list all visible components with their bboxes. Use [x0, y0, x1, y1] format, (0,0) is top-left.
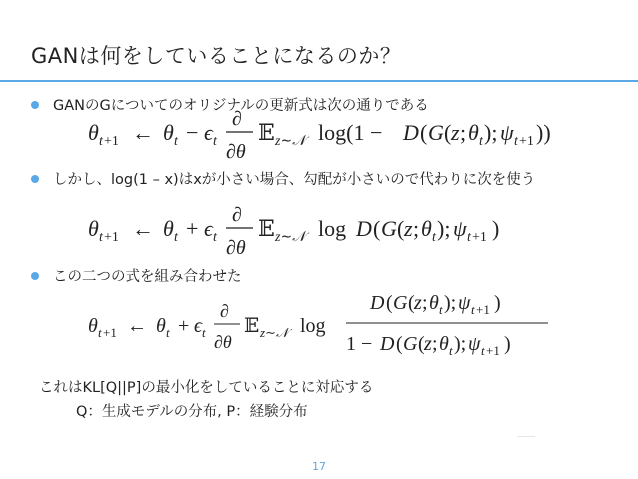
- svg-text:t: t: [213, 230, 217, 245]
- svg-text:∂θ: ∂θ: [214, 332, 232, 352]
- svg-text:t: t: [471, 302, 475, 317]
- svg-text:D: D: [380, 333, 395, 355]
- svg-text:θ: θ: [156, 315, 166, 337]
- svg-text:;: ;: [413, 216, 420, 241]
- svg-text:ϵ: ϵ: [204, 216, 213, 241]
- svg-text:z: z: [424, 333, 432, 355]
- svg-text:D: D: [370, 292, 385, 314]
- svg-text:(: (: [373, 216, 381, 241]
- svg-text:): ): [494, 292, 501, 314]
- svg-text:(: (: [386, 292, 393, 314]
- svg-text:D: D: [356, 216, 372, 241]
- svg-text:;: ;: [460, 120, 467, 145]
- svg-text:t: t: [166, 325, 170, 340]
- svg-text:t: t: [467, 230, 471, 245]
- svg-text:ψ: ψ: [453, 216, 467, 241]
- svg-text:z: z: [451, 120, 460, 145]
- svg-text:(: (: [408, 292, 415, 314]
- svg-text:log: log: [318, 216, 347, 241]
- bullet-1: [31, 94, 429, 115]
- bullet-1-text: GANのGについてのオリジナルの更新式は次の通りである: [53, 98, 429, 114]
- svg-text:∂θ: ∂θ: [226, 141, 246, 163]
- svg-text:);: );: [484, 120, 498, 145]
- svg-text:G: G: [393, 292, 408, 314]
- svg-text:t: t: [514, 134, 518, 149]
- svg-text:−: −: [186, 120, 199, 145]
- svg-text:): ): [492, 216, 500, 241]
- svg-text:)): )): [536, 120, 551, 145]
- svg-text:);: );: [437, 216, 451, 241]
- svg-text:ψ: ψ: [468, 333, 481, 355]
- svg-text:);: );: [444, 292, 457, 314]
- svg-text:+1: +1: [104, 230, 119, 245]
- svg-text:;: ;: [432, 333, 438, 355]
- svg-text:+1: +1: [104, 134, 119, 149]
- svg-text:+: +: [186, 216, 199, 241]
- svg-text:t: t: [99, 230, 103, 245]
- svg-text:θ: θ: [429, 292, 439, 314]
- svg-text:𝔼: 𝔼: [244, 315, 260, 337]
- svg-text:+1: +1: [486, 343, 500, 358]
- svg-text:+1: +1: [103, 325, 117, 340]
- svg-text:D: D: [403, 120, 419, 145]
- svg-text:1 −: 1 −: [346, 333, 373, 355]
- svg-text:;: ;: [422, 292, 428, 314]
- svg-text:t: t: [439, 302, 443, 317]
- svg-text:∂: ∂: [232, 204, 242, 226]
- svg-text:∂: ∂: [232, 108, 242, 130]
- svg-text:+1: +1: [476, 302, 490, 317]
- svg-text:ϵ: ϵ: [204, 120, 213, 145]
- svg-text:←: ←: [127, 315, 147, 337]
- svg-text:t: t: [213, 134, 217, 149]
- svg-text:log: log: [300, 315, 326, 337]
- svg-text:G: G: [428, 120, 444, 145]
- title-underline: [0, 80, 638, 82]
- svg-text:θ: θ: [163, 120, 174, 145]
- svg-text:t: t: [99, 134, 103, 149]
- note-kl: これはKL[Q||P]の最小化をしていることに対応する: [39, 380, 374, 396]
- svg-text:t: t: [174, 134, 178, 149]
- svg-text:G: G: [403, 333, 418, 355]
- divider: [517, 436, 535, 437]
- svg-text:z: z: [404, 216, 413, 241]
- svg-text:(: (: [397, 216, 405, 241]
- svg-text:): ): [504, 333, 511, 355]
- svg-text:←: ←: [132, 120, 154, 145]
- bullet-dot-icon: [31, 175, 39, 183]
- svg-text:θ: θ: [421, 216, 432, 241]
- svg-text:𝔼: 𝔼: [258, 120, 275, 145]
- svg-text:t: t: [98, 325, 102, 340]
- bullet-3: [31, 265, 242, 286]
- svg-text:z∼𝒩: z∼𝒩: [275, 134, 306, 149]
- bullet-2-text: しかし、log(1 – x)はxが小さい場合、勾配が小さいので代わりに次を使う: [53, 172, 536, 188]
- svg-text:θ: θ: [163, 216, 174, 241]
- svg-text:log(1 −: log(1 −: [318, 120, 383, 145]
- svg-text:ψ: ψ: [458, 292, 471, 314]
- svg-text:∂θ: ∂θ: [226, 237, 246, 259]
- svg-text:t: t: [479, 134, 483, 149]
- svg-text:);: );: [454, 333, 467, 355]
- bullet-dot-icon: [31, 272, 39, 280]
- svg-text:t: t: [174, 230, 178, 245]
- svg-text:θ: θ: [88, 315, 98, 337]
- svg-text:θ: θ: [468, 120, 479, 145]
- svg-text:(: (: [418, 333, 425, 355]
- svg-text:(: (: [396, 333, 403, 355]
- note-distributions: Q：生成モデルの分布, P：経験分布: [76, 404, 308, 420]
- bullet-dot-icon: [31, 101, 39, 109]
- svg-text:∂: ∂: [220, 301, 229, 321]
- slide-title: GANは何をしていることになるのか？: [31, 44, 402, 68]
- page-number: 17: [312, 460, 326, 473]
- bullet-3-text: この二つの式を組み合わせた: [53, 269, 242, 285]
- svg-text:+: +: [178, 315, 190, 337]
- svg-text:z∼𝒩: z∼𝒩: [260, 325, 289, 340]
- svg-text:z∼𝒩: z∼𝒩: [275, 230, 306, 245]
- svg-text:t: t: [481, 343, 485, 358]
- svg-text:t: t: [432, 230, 436, 245]
- svg-text:θ: θ: [88, 120, 99, 145]
- svg-text:+1: +1: [472, 230, 487, 245]
- svg-text:θ: θ: [439, 333, 449, 355]
- svg-text:t: t: [449, 343, 453, 358]
- svg-text:G: G: [381, 216, 397, 241]
- svg-text:ϵ: ϵ: [194, 315, 203, 337]
- bullet-2: [31, 168, 535, 189]
- svg-text:t: t: [202, 325, 206, 340]
- svg-text:+1: +1: [519, 134, 534, 149]
- svg-text:(: (: [420, 120, 428, 145]
- svg-text:z: z: [414, 292, 422, 314]
- svg-text:←: ←: [132, 216, 154, 241]
- svg-text:ψ: ψ: [500, 120, 514, 145]
- svg-text:(: (: [444, 120, 452, 145]
- svg-text:𝔼: 𝔼: [258, 216, 275, 241]
- svg-text:θ: θ: [88, 216, 99, 241]
